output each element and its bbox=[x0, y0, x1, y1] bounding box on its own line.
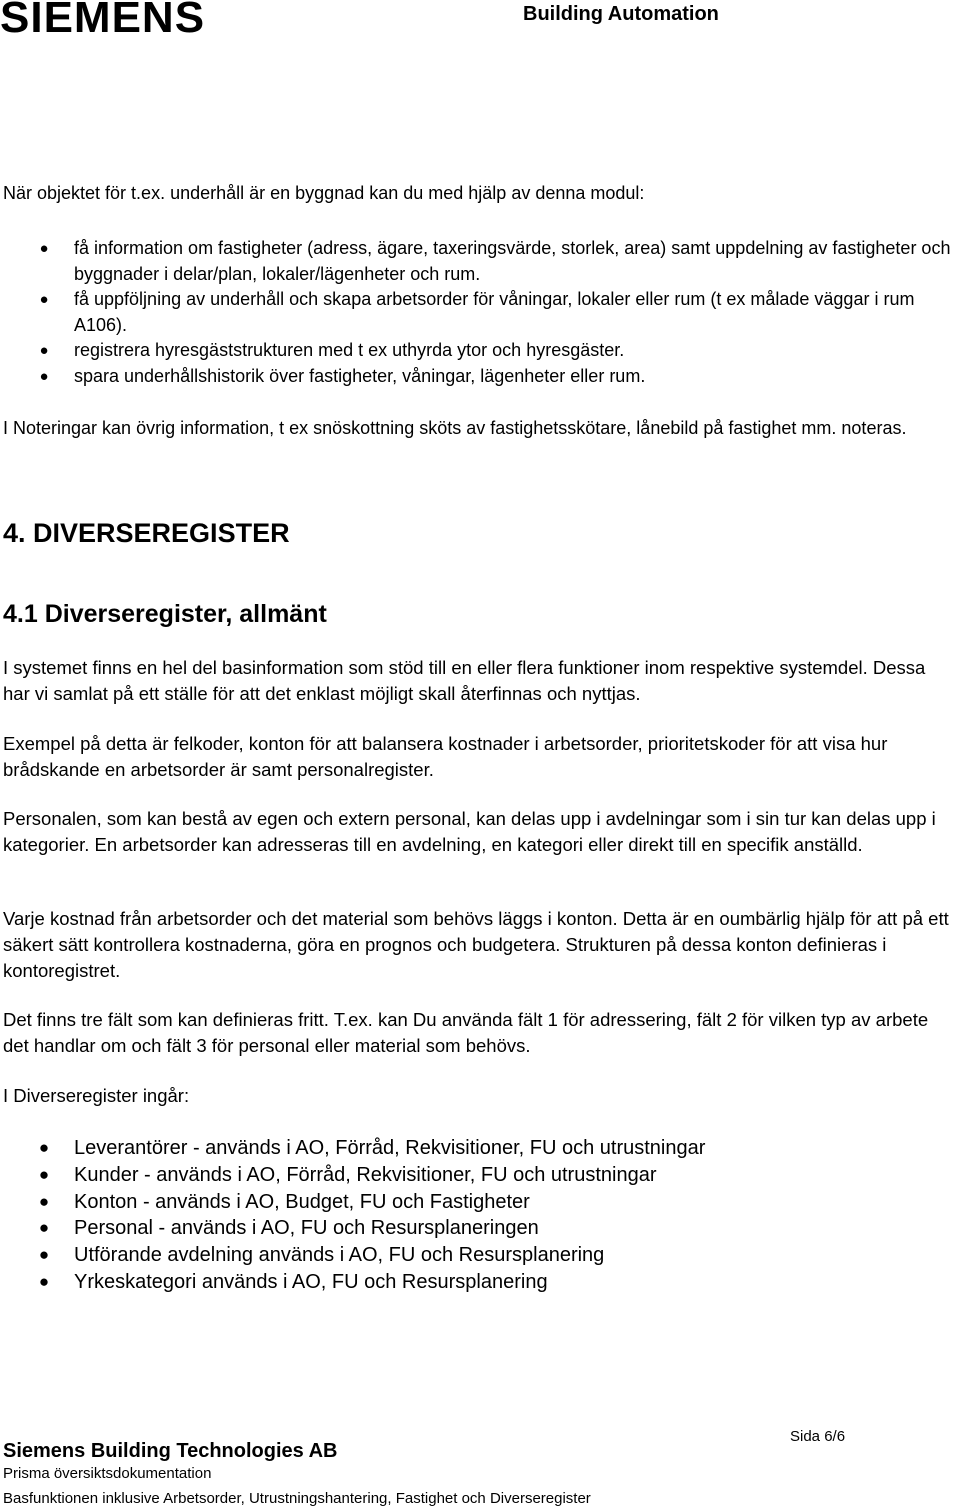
bullet-icon: ● bbox=[38, 1245, 50, 1265]
list-item-text: få uppföljning av underhåll och skapa arbetsorder för våningar, lokaler eller rum (t ex målade väggar i rum A106). bbox=[74, 289, 915, 335]
list-item bbox=[0, 1135, 960, 1162]
bullet-icon: ● bbox=[39, 240, 49, 257]
bullet-icon: ● bbox=[38, 1271, 50, 1291]
intro-paragraph: När objektet för t.ex. underhåll är en byggnad kan du med hjälp av denna modul: bbox=[3, 183, 645, 203]
list-item bbox=[0, 364, 960, 390]
list-item-text: Kunder - används i AO, Förråd, Rekvisitioner, FU och utrustningar bbox=[74, 1163, 657, 1186]
list-item-text: Yrkeskategori används i AO, FU och Resursplanering bbox=[74, 1270, 548, 1293]
paragraph-basinformation: I systemet finns en hel del basinformation som stöd till en eller flera funktioner inom respektive systemdel. Dessa har vi samlat på ett ställe för att det enklast möjligt skall återfinnas och nyttjas. bbox=[3, 657, 926, 704]
list-item bbox=[0, 287, 960, 338]
division-title: Building Automation bbox=[523, 3, 719, 25]
bullet-icon: ● bbox=[39, 342, 49, 359]
bullet-icon: ● bbox=[38, 1191, 50, 1211]
list-item-text: Leverantörer - används i AO, Förråd, Rekvisitioner, FU och utrustningar bbox=[74, 1137, 706, 1159]
list-item bbox=[0, 236, 960, 287]
list-item bbox=[0, 1215, 960, 1242]
footer-doc-title: Prisma översiktsdokumentation bbox=[3, 1465, 212, 1482]
module-list bbox=[0, 236, 960, 389]
list-item bbox=[0, 1162, 960, 1189]
paragraph-ingar: I Diverseregister ingår: bbox=[3, 1085, 190, 1106]
paragraph-personalen: Personalen, som kan bestå av egen och extern personal, kan delas upp i avdelningar som i sin tur kan delas upp i kategorier. En arbetsorder kan adresseras till en avdelning, en kategori eller direkt till en specifik anställd. bbox=[3, 808, 936, 855]
list-item-text: Utförande avdelning används i AO, FU och Resursplanering bbox=[74, 1244, 605, 1267]
bullet-icon: ● bbox=[38, 1218, 50, 1238]
notes-paragraph: I Noteringar kan övrig information, t ex snöskottning sköts av fastighetsskötare, lånebild på fastighet mm. noteras. bbox=[3, 418, 907, 438]
page-number: Sida 6/6 bbox=[790, 1428, 846, 1445]
paragraph-falt: Det finns tre fält som kan definieras fritt. T.ex. kan Du använda fält 1 för adressering, fält 2 för vilken typ av arbete det handlar om och fält 3 för personal eller material som behövs. bbox=[3, 1009, 929, 1056]
list-item bbox=[0, 1269, 960, 1296]
list-item bbox=[0, 1242, 960, 1269]
list-item-text: Personal - används i AO, FU och Resursplaneringen bbox=[74, 1217, 539, 1240]
bullet-icon: ● bbox=[39, 367, 49, 385]
siemens-logo: SIEMENS bbox=[0, 0, 206, 42]
paragraph-konton: Varje kostnad från arbetsorder och det material som behövs läggs i konton. Detta är en oumbärlig hjälp för att på ett säkert sätt kontrollera kostnaderna, göra en prognos och budgetera. Strukturen på dessa konton definieras i kontoregistret. bbox=[3, 908, 949, 981]
paragraph-exempel: Exempel på detta är felkoder, konton för att balansera kostnader i arbetsorder, prioritetskoder för att visa hur brådskande en arbetsorder är samt personalregister. bbox=[3, 733, 888, 780]
list-item bbox=[0, 338, 960, 364]
footer-company: Siemens Building Technologies AB bbox=[3, 1440, 338, 1462]
list-item-text: få information om fastigheter (adress, ägare, taxeringsvärde, storlek, area) samt uppdelning av fastigheter och byggnader i delar/plan, lokaler/lägenheter och rum. bbox=[74, 238, 951, 284]
list-item bbox=[0, 1189, 960, 1216]
bullet-icon: ● bbox=[38, 1138, 50, 1157]
list-item-text: Konton - används i AO, Budget, FU och Fastigheter bbox=[74, 1190, 530, 1213]
list-item-text: spara underhållshistorik över fastigheter, våningar, lägenheter eller rum. bbox=[74, 365, 646, 386]
bullet-icon: ● bbox=[39, 291, 49, 308]
section-heading: 4. DIVERSEREGISTER bbox=[3, 518, 290, 548]
list-item-text: registrera hyresgäststrukturen med t ex uthyrda ytor och hyresgäster. bbox=[74, 340, 625, 360]
register-list bbox=[0, 1135, 960, 1296]
subsection-heading: 4.1 Diverseregister, allmänt bbox=[3, 600, 327, 628]
bullet-icon: ● bbox=[38, 1164, 50, 1184]
footer-description: Basfunktionen inklusive Arbetsorder, Utrustningshantering, Fastighet och Diverseregister bbox=[3, 1490, 591, 1507]
